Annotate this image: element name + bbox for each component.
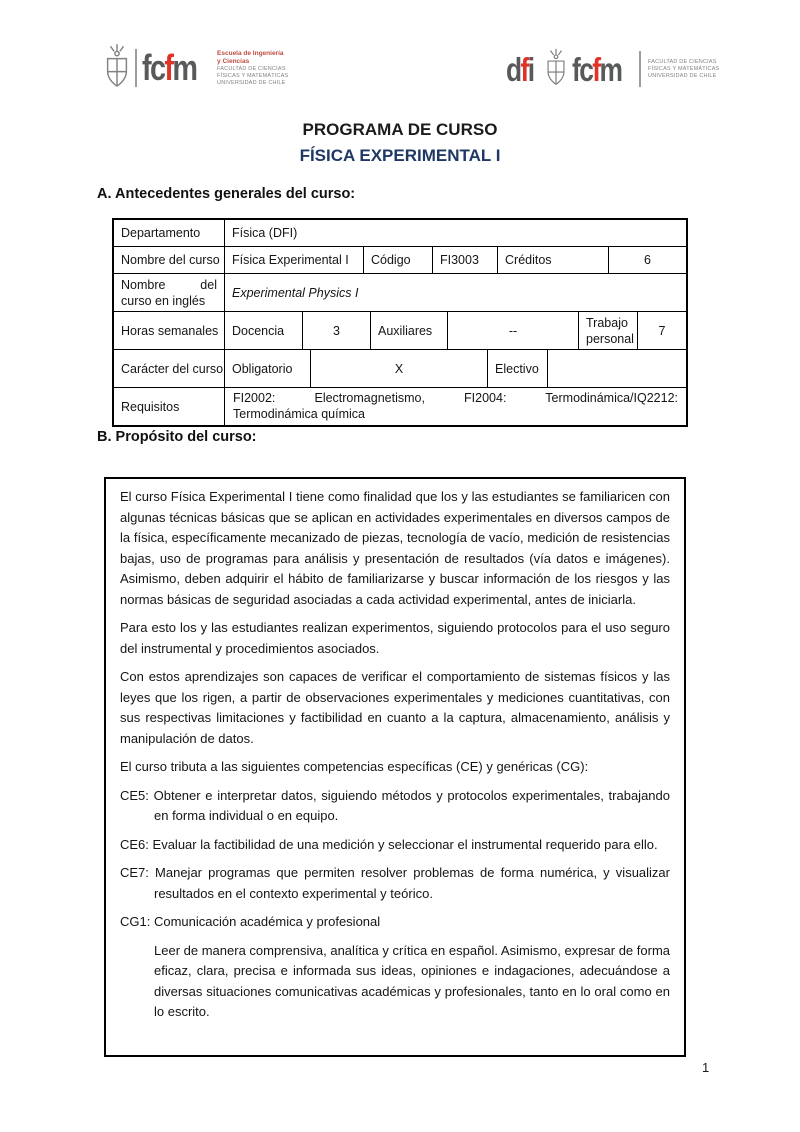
obligatorio-mark-cell: X: [310, 350, 487, 387]
horas-label-cell: Horas semanales: [121, 323, 219, 338]
fcfm-wordmark: [572, 50, 622, 88]
trabajo-value-cell: 7: [637, 312, 686, 349]
logo-divider: [639, 51, 641, 87]
electivo-value-cell: [547, 350, 686, 387]
caracter-label-cell: Carácter del curso: [121, 361, 224, 376]
obligatorio-label-cell: Obligatorio: [224, 350, 310, 387]
logo-caption-line: UNIVERSIDAD DE CHILE: [648, 72, 717, 79]
competencia-item-ce5: [120, 786, 670, 827]
wordmark-part: fc: [572, 50, 593, 88]
logo-divider: [135, 49, 137, 87]
competencia-text: Evaluar la factibilidad de una medición y seleccionar el instrumental requerido para ello.: [152, 836, 658, 852]
fcfm-logo: [104, 44, 288, 92]
electivo-label-cell: Electivo: [487, 350, 547, 387]
proposito-paragraph: Para esto los y las estudiantes realizan experimentos, siguiendo protocolos para el uso seguro del instrumental y procedimientos asociados.: [120, 620, 670, 656]
wordmark-part: m: [599, 50, 622, 88]
competencia-label: CE7:: [120, 865, 149, 880]
departamento-label-cell: Departamento: [121, 226, 201, 240]
logo-caption-line: FACULTAD DE CIENCIAS: [217, 65, 286, 72]
departamento-value-cell: Física (DFI): [224, 220, 686, 246]
requisitos-label-cell: Requisitos: [121, 399, 180, 414]
title-block: [0, 117, 800, 169]
table-row-horas: [114, 311, 686, 349]
wordmark-part-red: f: [520, 50, 528, 88]
table-row-nombre-ingles: [114, 273, 686, 311]
competencia-text: Manejar programas que permiten resolver problemas de forma numérica, y visualizar resultados en el contexto experimental y teórico.: [154, 865, 670, 901]
competencia-label: CE5:: [120, 787, 149, 803]
competencia-item-cg1: [120, 912, 670, 933]
proposito-box: [104, 477, 686, 1057]
logo-caption-line: Escuela de Ingeniería: [217, 49, 284, 57]
logo-caption-line: FÍSICAS Y MATEMÁTICAS: [217, 72, 289, 79]
wordmark-part: i: [527, 50, 534, 88]
wordmark-part-red: f: [592, 50, 600, 88]
uchile-shield-icon: [104, 44, 130, 92]
wordmark-part-red: f: [164, 47, 173, 88]
table-row-departamento: [114, 220, 686, 246]
logo-caption-line: UNIVERSIDAD DE CHILE: [217, 79, 286, 86]
table-row-requisitos: [114, 387, 686, 425]
requisitos-value-cell: [224, 388, 686, 425]
docencia-value-cell: 3: [302, 312, 370, 349]
section-b-heading: B. Propósito del curso:: [97, 429, 257, 445]
table-row-caracter: [114, 349, 686, 387]
competencia-label: CG1:: [120, 914, 151, 929]
auxiliares-value-cell: --: [447, 312, 578, 349]
competencia-text: Obtener e interpretar datos, siguiendo métodos y protocolos experimentales, trabajando en forma individual o en equipo.: [153, 787, 670, 823]
doc-subtitle: FÍSICA EXPERIMENTAL I: [299, 146, 501, 165]
docencia-label-cell: Docencia: [224, 312, 302, 349]
proposito-paragraph: El curso tributa a las siguientes competencias específicas (CE) y genéricas (CG):: [120, 759, 589, 774]
creditos-value-cell: 6: [608, 247, 686, 273]
competencia-item-ce7: [120, 863, 670, 904]
nombre-ingles-value-cell: Experimental Physics I: [224, 274, 686, 311]
requisitos-line: Termodinámica química: [233, 407, 365, 421]
auxiliares-label-cell: Auxiliares: [370, 312, 447, 349]
requisitos-line: FI2002: Electromagnetismo, FI2004: Termodinámica/IQ2212:: [233, 391, 678, 405]
wordmark-part: d: [506, 50, 521, 88]
fcfm-wordmark: [142, 47, 197, 88]
logo-caption-line: FÍSICAS Y MATEMÁTICAS: [648, 65, 720, 72]
competencia-item-ce6: [120, 835, 670, 856]
cg1-detail-paragraph: Leer de manera comprensiva, analítica y crítica en español. Asimismo, expresar de forma eficaz, clara, precisa e informada sus ideas, opiniones e indagaciones, adecuándose a diversas situaciones comunicativas académicas y profesionales, tanto en lo oral como en lo escrito.: [154, 942, 670, 1019]
page-number: 1: [702, 1060, 710, 1075]
dfi-fcfm-logo: [506, 48, 719, 90]
trabajo-label-cell: Trabajo personal: [578, 312, 637, 349]
uchile-shield-icon: [545, 48, 567, 90]
proposito-paragraph: El curso Física Experimental I tiene como finalidad que los y las estudiantes se familiaricen con algunas técnicas básicas que se aplican en actividades experimentales en diversos campos de la física, específicamente mecanizado de piezas, tecnología de vacío, medición de resistencias bajas, uso de programas para análisis y presentación de resultados (vía datos e imágenes). Asimismo, deben adquirir el hábito de familiarizarse y buscar información de los riesgos y las normas básicas de seguridad asociadas a cada actividad experimental, antes de iniciarla.: [120, 489, 670, 607]
nombre-value-cell: Física Experimental I: [224, 247, 363, 273]
nombre-label-cell: Nombre del curso: [121, 253, 220, 267]
wordmark-part: fc: [142, 47, 165, 88]
wordmark-part: m: [172, 47, 197, 88]
dfi-logo-caption: [648, 59, 719, 80]
logo-caption-line: FACULTAD DE CIENCIAS: [648, 58, 717, 65]
dfi-wordmark: [506, 50, 534, 88]
competencia-label: CE6:: [120, 836, 149, 852]
doc-title: PROGRAMA DE CURSO: [302, 120, 498, 139]
creditos-label-cell: Créditos: [497, 247, 608, 273]
antecedentes-table: [112, 218, 688, 427]
nombre-ingles-label-cell: Nombre del curso en inglés: [121, 278, 217, 308]
fcfm-logo-caption: [217, 50, 288, 87]
codigo-value-cell: FI3003: [432, 247, 497, 273]
section-a-heading: A. Antecedentes generales del curso:: [97, 186, 356, 202]
competencia-text: Comunicación académica y profesional: [153, 914, 381, 929]
table-row-nombre-curso: [114, 246, 686, 273]
proposito-paragraph: Con estos aprendizajes son capaces de verificar el comportamiento de sistemas físicos y las leyes que los rigen, a partir de observaciones experimentales y mediciones cuantitativas, con sus respectivas limitaciones y factibilidad en cuanto a la captura, almacenamiento, análisis y manipulación de datos.: [120, 669, 670, 746]
logo-caption-line: y Ciencias: [217, 57, 250, 65]
codigo-label-cell: Código: [363, 247, 432, 273]
